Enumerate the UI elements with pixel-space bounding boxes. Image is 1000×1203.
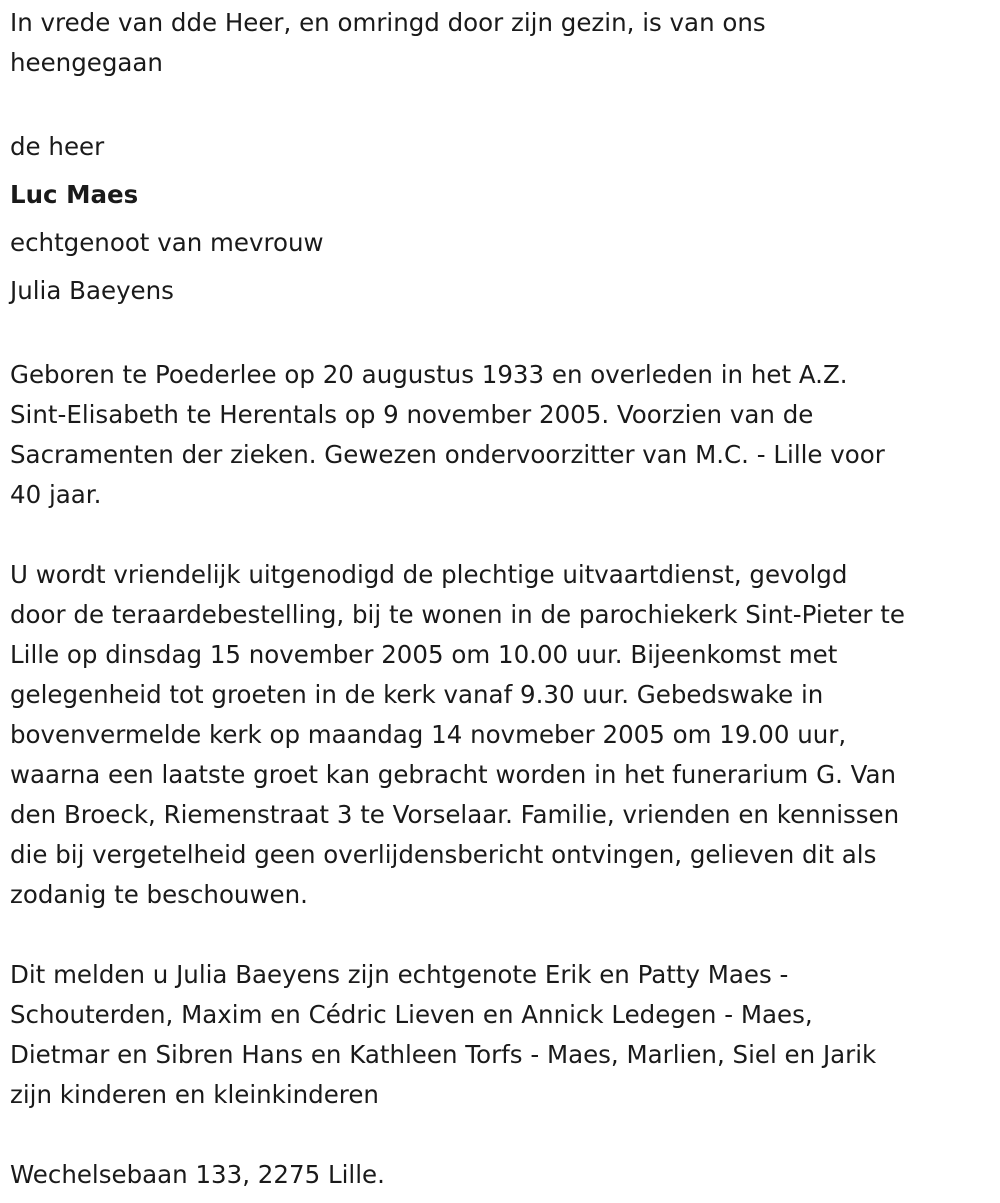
spacer (10, 915, 995, 955)
paragraph-line: waarna een laatste groet kan gebracht worden in het funerarium G. Van (10, 760, 897, 789)
paragraph-line: Schouterden, Maxim en Cédric Lieven en Annick Ledegen - Maes, (10, 1000, 813, 1029)
intro-line: In vrede van dde Heer, en omringd door zijn gezin, is van ons (10, 8, 766, 37)
paragraph-line: Dietmar en Sibren Hans en Kathleen Torfs - Maes, Marlien, Siel en Jarik (10, 1040, 877, 1069)
paragraph-line: Dit melden u Julia Baeyens zijn echtgenote Erik en Patty Maes - (10, 960, 789, 989)
obituary-document (10, 3, 995, 1195)
spouse-name: Julia Baeyens (10, 276, 174, 305)
birth-paragraph (10, 355, 995, 515)
paragraph-line: Lille op dinsdag 15 november 2005 om 10.00 uur. Bijeenkomst met (10, 640, 838, 669)
family-paragraph (10, 955, 995, 1115)
paragraph-line: den Broeck, Riemenstraat 3 te Vorselaar. Familie, vrienden en kennissen (10, 800, 900, 829)
funeral-paragraph (10, 555, 995, 915)
paragraph-line: bovenvermelde kerk op maandag 14 novmeber 2005 om 19.00 uur, (10, 720, 847, 749)
paragraph-line: Sint-Elisabeth te Herentals op 9 november 2005. Voorzien van de (10, 400, 814, 429)
spouse-label: echtgenoot van mevrouw (10, 228, 324, 257)
paragraph-line: zijn kinderen en kleinkinderen (10, 1080, 379, 1109)
paragraph-line: Geboren te Poederlee op 20 augustus 1933 en overleden in het A.Z. (10, 360, 848, 389)
paragraph-line: 40 jaar. (10, 480, 102, 509)
paragraph-line: U wordt vriendelijk uitgenodigd de plechtige uitvaartdienst, gevolgd (10, 560, 848, 589)
paragraph-line: door de teraardebestelling, bij te wonen in de parochiekerk Sint-Pieter te (10, 600, 905, 629)
intro-paragraph (10, 3, 995, 83)
paragraph-line: zodanig te beschouwen. (10, 880, 308, 909)
spacer (10, 83, 995, 123)
spacer (10, 315, 995, 355)
paragraph-line: gelegenheid tot groeten in de kerk vanaf 9.30 uur. Gebedswake in (10, 680, 824, 709)
deceased-name: Luc Maes (10, 180, 139, 209)
address: Wechelsebaan 133, 2275 Lille. (10, 1160, 385, 1189)
spacer (10, 1115, 995, 1155)
spacer (10, 515, 995, 555)
paragraph-line: die bij vergetelheid geen overlijdensbericht ontvingen, gelieven dit als (10, 840, 877, 869)
paragraph-line: Sacramenten der zieken. Gewezen ondervoorzitter van M.C. - Lille voor (10, 440, 885, 469)
honorific: de heer (10, 132, 105, 161)
intro-line: heengegaan (10, 48, 163, 77)
